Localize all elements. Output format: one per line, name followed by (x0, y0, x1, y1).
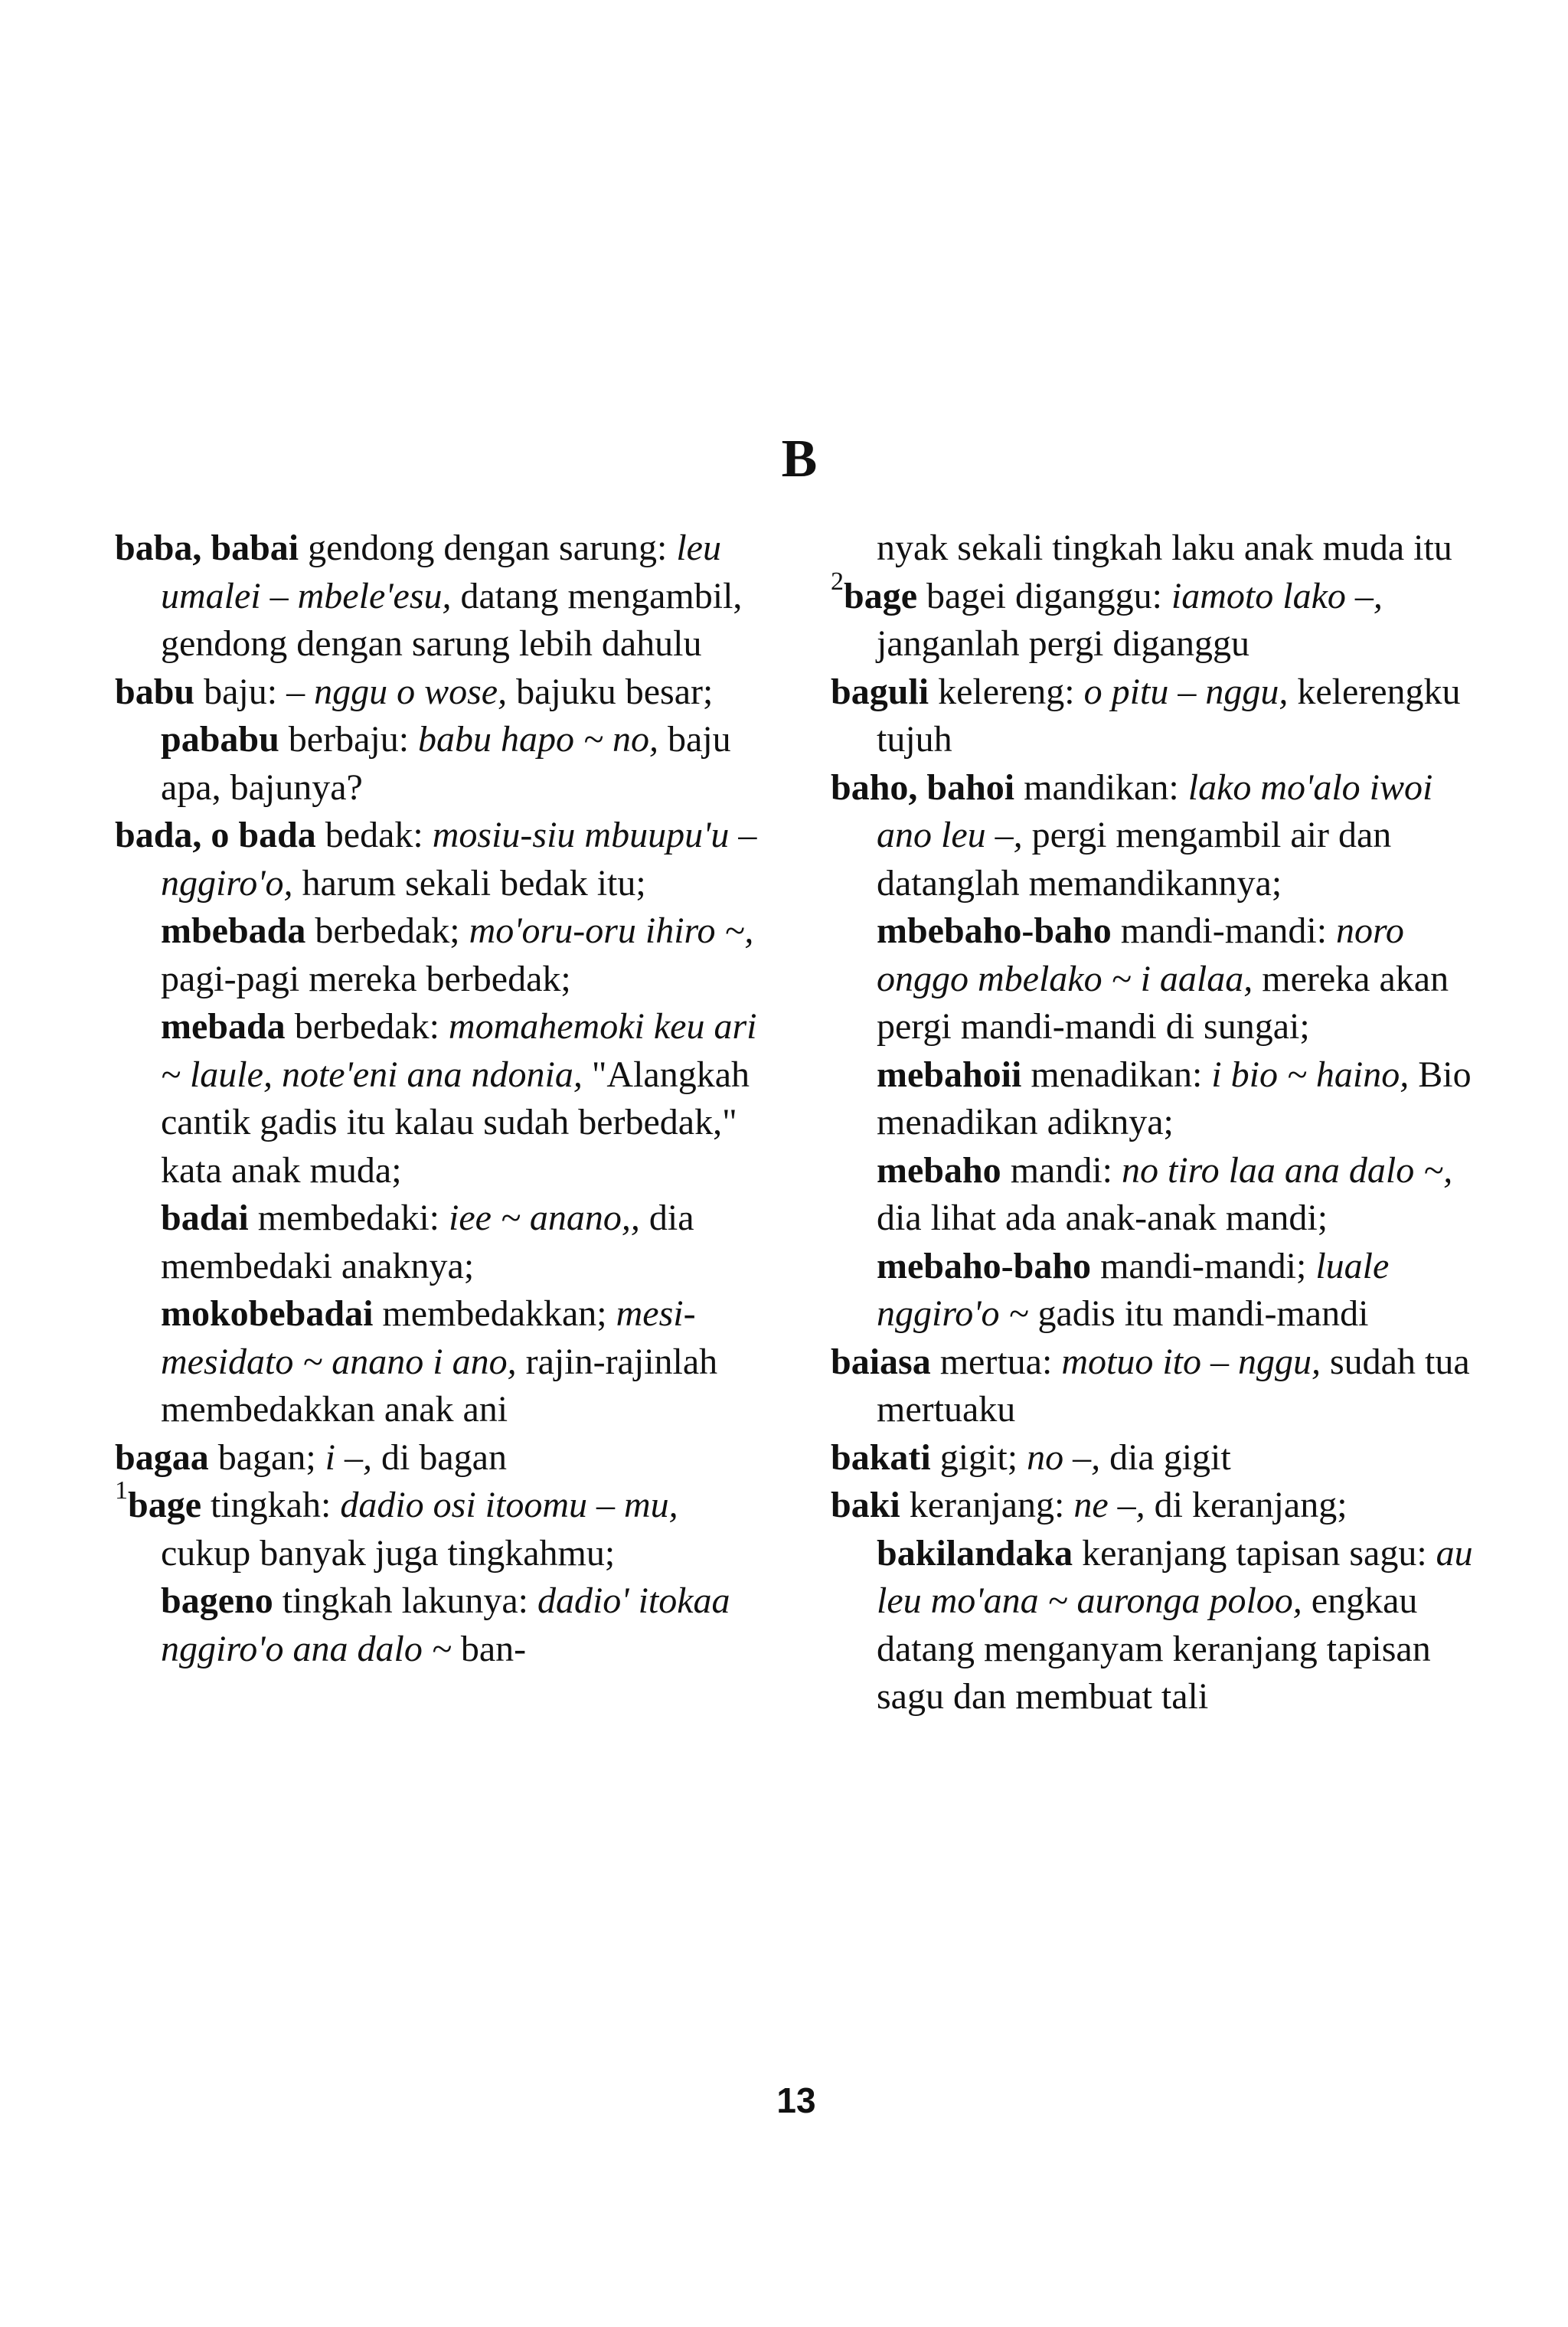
translation: mereka akan pergi mandi-mandi di sungai; (877, 958, 1449, 1047)
definition: bedak: (315, 815, 433, 855)
definition: keranjang tapisan sagu: (1073, 1532, 1436, 1574)
headword: mebada (161, 1006, 286, 1047)
definition: membedaki: (248, 1198, 449, 1238)
dictionary-subentry (831, 1051, 1481, 1147)
example-text: o pitu – nggu, (1083, 671, 1289, 712)
dictionary-subentry (115, 1195, 758, 1290)
dictionary-entry (831, 525, 1481, 573)
example-text: no tiro laa ana dalo ~, (1122, 1149, 1453, 1191)
headword: mokobebadai (161, 1293, 374, 1334)
translation: ban- (451, 1628, 527, 1669)
translation: dia membedaki anaknya; (161, 1198, 694, 1286)
definition: mandi-mandi; (1091, 1245, 1316, 1286)
translation: di bagan (372, 1436, 507, 1478)
example-text: mesi-mesidato ~ anano i ano, (161, 1293, 696, 1382)
example-text: motuo ito – nggu, (1061, 1341, 1321, 1382)
definition: tingkah: (201, 1485, 341, 1525)
translation: nyak sekali tingkah laku anak muda itu (877, 528, 1452, 568)
headword: baho, bahoi (831, 766, 1015, 808)
definition: bagei diganggu: (917, 575, 1171, 616)
homonym-number: 1 (115, 1476, 128, 1505)
definition: gigit; (930, 1436, 1027, 1478)
example-text: luale nggiro'o ~ (877, 1245, 1390, 1334)
translation: kelerengku tujuh (877, 671, 1461, 760)
headword: bakilandaka (877, 1532, 1073, 1574)
translation: Bio menadikan adiknya; (877, 1054, 1472, 1142)
translation: harum sekali bedak itu; (292, 862, 646, 904)
definition: keranjang: (900, 1485, 1074, 1525)
headword: mbebada (161, 910, 306, 951)
definition: mandikan: (1014, 766, 1188, 808)
headword: baiasa (831, 1341, 931, 1382)
translation: rajin-rajinlah membedakkan anak ani (161, 1341, 718, 1430)
translation: bajuku besar; (507, 671, 714, 712)
dictionary-subentry (115, 907, 758, 1003)
definition: baju: – (194, 671, 315, 712)
translation: datang mengambil, gendong dengan sarung lebih dahulu (161, 575, 743, 664)
headword: babu (115, 671, 195, 712)
definition: menadikan: (1021, 1054, 1212, 1095)
dictionary-subentry (831, 1530, 1481, 1721)
example-text: dadio' itokaa nggiro'o ana dalo ~ (161, 1580, 730, 1669)
dictionary-entry (831, 668, 1481, 764)
example-text: babu hapo ~ no, (418, 719, 659, 760)
headword: bageno (161, 1580, 273, 1621)
example-text: ne –, (1073, 1485, 1145, 1525)
definition: mandi: (1001, 1149, 1122, 1191)
headword: mebaho-baho (877, 1245, 1092, 1286)
example-text: dadio osi itoomu – mu, (340, 1485, 678, 1525)
example-text: iamoto lako –, (1171, 575, 1383, 616)
example-text: au leu mo'ana ~ auronga poloo, (877, 1532, 1473, 1621)
headword: pababu (161, 719, 279, 760)
definition: bagan; (208, 1436, 325, 1478)
example-text: lako mo'alo iwoi ano leu –, (877, 766, 1433, 855)
translation: di keranjang; (1145, 1485, 1348, 1525)
definition: mertua: (930, 1341, 1062, 1382)
translation: dia gigit (1100, 1436, 1231, 1478)
headword: mebaho (877, 1149, 1001, 1191)
dictionary-entry (115, 525, 758, 668)
dictionary-entry (115, 1434, 758, 1482)
definition: kelereng: (929, 671, 1084, 712)
headword: bakati (831, 1436, 931, 1478)
translation: "Alangkah cantik gadis itu kalau sudah berbedak," kata anak muda; (161, 1054, 750, 1191)
example-text: iee ~ anano,, (449, 1198, 640, 1238)
dictionary-entry (115, 812, 758, 907)
translation: pergi mengambil air dan datanglah memandikannya; (877, 815, 1392, 904)
headword: baba, babai (115, 528, 299, 568)
dictionary-subentry (115, 716, 758, 812)
dictionary-entry (831, 1434, 1481, 1482)
example-text: leu umalei – mbele'esu, (161, 528, 721, 616)
dictionary-subentry (831, 1243, 1481, 1338)
headword: bagaa (115, 1436, 209, 1478)
translation: engkau datang menganyam keranjang tapisan sagu dan membuat tali (877, 1580, 1431, 1717)
headword: bage (128, 1485, 201, 1525)
translation: sudah tua mertuaku (877, 1341, 1470, 1430)
definition: tingkah lakunya: (273, 1580, 537, 1621)
definition: berbedak; (305, 910, 469, 951)
headword: mebahoii (877, 1054, 1022, 1095)
headword: bada, o bada (115, 815, 316, 855)
left-column (115, 525, 758, 1673)
headword: baki (831, 1485, 900, 1525)
example-text: no –, (1027, 1436, 1101, 1478)
translation: pagi-pagi mereka berbedak; (161, 958, 571, 999)
right-column (831, 525, 1481, 1721)
dictionary-subentry (115, 1003, 758, 1195)
example-text: mosiu-siu mbuupu'u – nggiro'o, (161, 815, 757, 904)
example-text: mo'oru-oru ihiro ~, (469, 910, 754, 951)
translation: dia lihat ada anak-anak mandi; (877, 1198, 1328, 1238)
definition: berbedak: (285, 1006, 449, 1047)
headword: baguli (831, 671, 929, 712)
translation: baju apa, bajunya? (161, 719, 731, 808)
page-number: 13 (776, 2080, 816, 2120)
dictionary-entry (115, 1476, 758, 1577)
translation: janganlah pergi diganggu (877, 623, 1250, 664)
translation: gadis itu mandi-mandi (1028, 1293, 1369, 1334)
headword: mbebaho-baho (877, 910, 1112, 951)
homonym-number: 2 (831, 567, 844, 596)
dictionary-entry (831, 764, 1481, 908)
definition: mandi-mandi: (1111, 910, 1337, 951)
section-letter: B (781, 430, 818, 489)
translation: cukup banyak juga tingkahmu; (161, 1532, 616, 1574)
example-text: i –, (325, 1436, 372, 1478)
dictionary-subentry (831, 1147, 1481, 1243)
dictionary-entry (831, 1338, 1481, 1434)
dictionary-subentry (831, 907, 1481, 1051)
definition: berbaju: (279, 719, 419, 760)
example-text: momahemoki keu ari ~ laule, note'eni ana ndonia, (161, 1006, 757, 1095)
dictionary-subentry (115, 1577, 758, 1673)
headword: bage (844, 575, 917, 616)
headword: badai (161, 1198, 249, 1238)
definition: gendong dengan sarung: (299, 528, 677, 568)
dictionary-subentry (115, 1290, 758, 1434)
definition: membedakkan; (373, 1293, 616, 1334)
example-text: noro onggo mbelako ~ i aalaa, (877, 910, 1404, 999)
example-text: nggu o wose, (314, 671, 508, 712)
dictionary-entry (115, 668, 758, 717)
dictionary-entry (831, 1482, 1481, 1530)
example-text: i bio ~ haino, (1211, 1054, 1410, 1095)
dictionary-entry (831, 567, 1481, 668)
